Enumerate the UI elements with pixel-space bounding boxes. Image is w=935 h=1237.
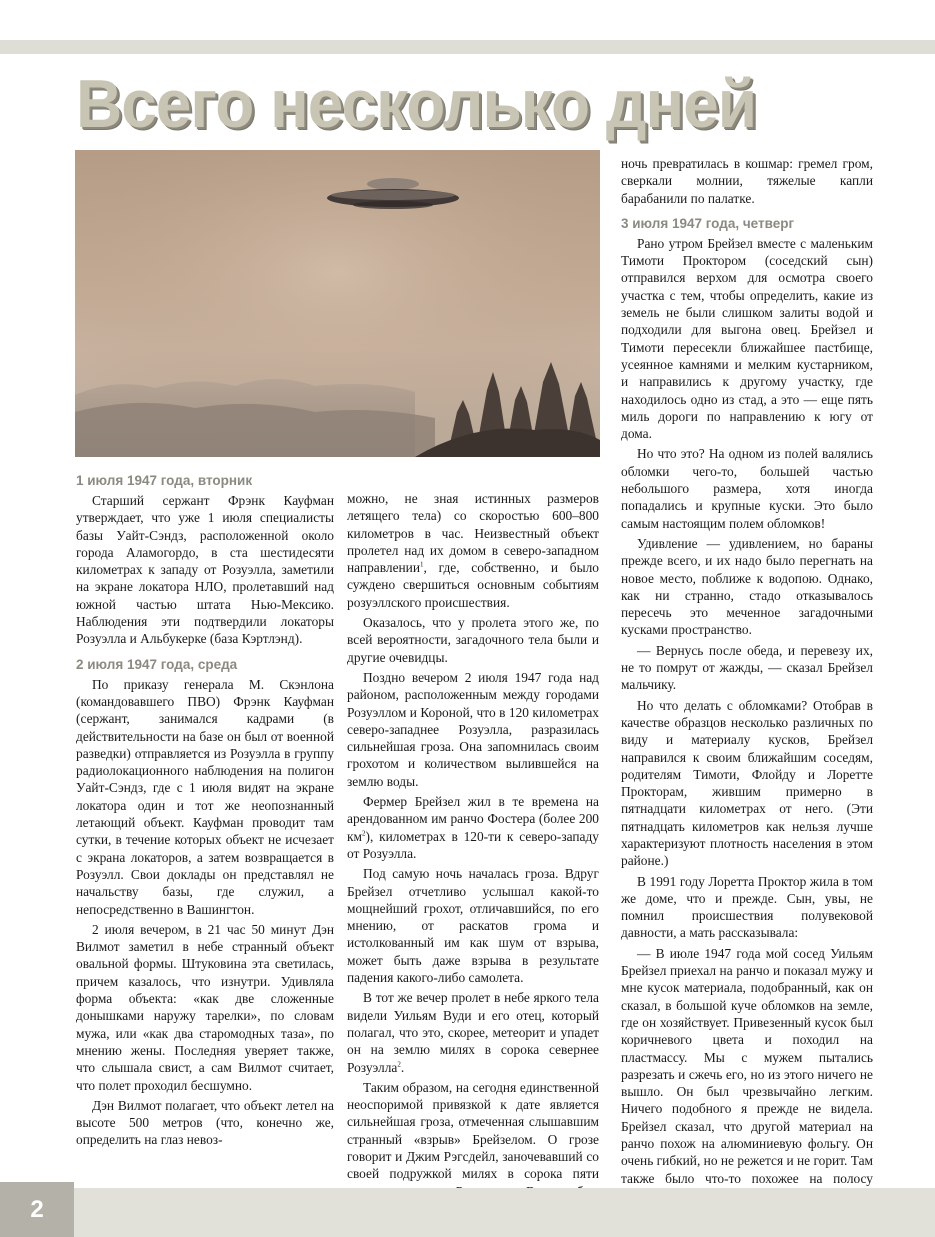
paragraph: Удивление — удивлением, но бараны прежде всего, и их надо было перегнать на новое место, поближе к водопою. Однако, как ни странно, стадо отказывалось пересечь это меченное загадочными кусками пространство. bbox=[621, 535, 873, 638]
paragraph: Под самую ночь началась гроза. Вдруг Брейзел отчетливо услышал какой-то мощнейший грохот, отличавшийся, по его мнению, от раскатов грома и истолкованный им как шум от взрыва, может быть даже взрыва в результате падения какого-либо самолета. bbox=[347, 866, 599, 986]
page-title: Всего несколько дней bbox=[76, 65, 757, 142]
section-heading-jul3: 3 июля 1947 года, четверг bbox=[621, 215, 795, 231]
paragraph: В 1991 году Лоретта Проктор жила в том же доме, что и прежде. Сын, увы, не помнил происшествия полувековой давности, а мать рассказывала: bbox=[621, 873, 873, 941]
paragraph: Рано утром Брейзел вместе с маленьким Тимоти Проктором (соседский сын) отправился верхом для осмотра своего участка с тем, чтобы определить, какие из земель не были слишком залиты водой и подходили для выгона овец. Брейзел и Тимоти пересекли ближайшее пастбище, усеянное камнями и мелким кустарником, и направились к другому участку, где находилось одно из стад, а это — еще пять миль дороги по направлению к югу от дома. bbox=[621, 235, 873, 442]
text-run: . bbox=[400, 1059, 405, 1075]
ufo-photo-illustration bbox=[75, 150, 600, 457]
top-band bbox=[0, 40, 935, 54]
paragraph: 2 июля вечером, в 21 час 50 минут Дэн Вилмот заметил в небе странный объект овальной формы. Штуковина эта светилась, причем казалось, что изнутри. Удивляла форма объекта: «как две сложенные донышками наружу тарелки», по словам мужа, или «как два старомодных таза», по мнению жены. Последняя уверяет также, что слышала свист, а сам Вилмот считает, что полет проходил бесшумно. bbox=[76, 921, 334, 1093]
footnote-ref-1: 1 bbox=[420, 560, 424, 569]
paragraph: Поздно вечером 2 июля 1947 года над районом, расположенным между городами Розуэллом и Короной, что в 120 километрах северо-западнее Розуэлла, разразилась сильнейшая гроза. Она запомнилась своим грохотом и количеством вылившейся на землю воды. bbox=[347, 669, 599, 789]
section-heading-jul1: 1 июля 1947 года, вторник bbox=[76, 473, 253, 488]
paragraph: Таким образом, на сегодня единственной неоспоримой привязкой к дате является сильнейшая гроза, отмеченная слышавшим странный «взрыв» Брейзелом. О грозе говорит и Джим Рэгсдейл, заночевавший со своей подружкой милях в сорока пяти bbox=[347, 1079, 599, 1182]
paragraph: ночь превратилась в кошмар: гремел гром, сверкали молнии, тяжелые капли барабанили по палатке. bbox=[621, 156, 873, 206]
column-1 bbox=[76, 472, 334, 1152]
paragraph: Но что делать с обломками? Отобрав в качестве образцов несколько различных по виду и материалу кусков, Брейзел направился к своим ближайшим соседям, родителям Тимоти, Флойду и Лоретте Прокторам, жившим примерно в пятнадцати километрах от него. (Эти пятнадцать километров как нельзя лучше характеризуют плотность населения в этом районе.) bbox=[621, 697, 873, 869]
paragraph: Старший сержант Фрэнк Кауфман утверждает, что уже 1 июля специалисты базы Уайт-Сэндз, расположенной около города Аламогордо, в ста шестидесяти километрах к западу от Розуэлла, заметили на экране локатора НЛО, пролетавший над южной частью штата Нью-Мексико. Наблюдения эти подтвердили локаторы Розуэлла и Альбукерке (база Кэртлэнд). bbox=[76, 493, 334, 647]
text-run: можно, не зная истинных размеров летящего тела) со скоростью 600–800 километров в час. Неизвестный объект пролетел над их домом в северо-западном направлении bbox=[347, 491, 599, 576]
superscript: 2 bbox=[361, 829, 366, 838]
text-run: Фермер Брейзел жил в те времена на арендованном им ранчо Фостера (более 200 км bbox=[347, 794, 599, 844]
paragraph: — В июле 1947 года мой сосед Уильям Брейзел приехал на ранчо и показал мужу и мне кусок материала, подобранный, как он сказал, в большой куче обломков на земле, где он хозяйствует. Привезенный кусок был коричневого цвета и походил на пластмассу. Мы с мужем пытались разрезать и сжечь его, но из этого ничего не вышло. Он был чрезвычайно легким. Ничего подобного я прежде не видела. Брейзел сказал, что другой материал на ранчо похож на алюминиевую фольгу. Он очень гибкий, но не режется и не горит. Там также было что-то похожее на полосу bbox=[621, 945, 873, 1186]
footer-band bbox=[0, 1188, 935, 1237]
column-2 bbox=[347, 490, 599, 1220]
page-number: 2 bbox=[0, 1182, 74, 1237]
paragraph: Но что это? На одном из полей валялись обломки чего-то, большей частью небольшого размера, хотя иногда попадались и крупные куски. Это было самым настоящим полем обломков! bbox=[621, 446, 873, 531]
ufo-photo bbox=[75, 150, 600, 457]
paragraph bbox=[347, 989, 599, 1075]
footnote-ref-2: 2 bbox=[397, 1060, 401, 1069]
text-run: ), километрах в 120-ти к северо-западу от Розуэлла. bbox=[347, 828, 599, 861]
text-run: В тот же вечер пролет в небе яркого тела видели Уильям Вуди и его отец, который полагал, что это, скорее, метеорит и упадет он на землю милях в сорока севернее Розуэлла bbox=[347, 990, 599, 1075]
paragraph: Дэн Вилмот полагает, что объект летел на высоте 500 метров (что, конечно же, определить на глаз невоз- bbox=[76, 1097, 334, 1148]
paragraph: По приказу генерала М. Скэнлона (командовавшего ПВО) Фрэнк Кауфман (сержант, занимался кадрами (в действительности на базе он был от военной разведки) отправляется из Розуэлла в группу радиолокационного наблюдения на полигон Уайт-Сэндз, где с 1 июля видят на экране локатора один и тот же неопознанный летающий объект. Кауфман проводит там сутки, в течение которых объект не исчезает с экрана локаторов, а затем возвращается в Розуэлл. Свои доклады он представлял не начальству базы, где служил, а непосредственно в Вашингтон. bbox=[76, 676, 334, 917]
section-heading-jul2: 2 июля 1947 года, среда bbox=[76, 656, 238, 672]
paragraph: — Вернусь после обеда, и перевезу их, не то помрут от жажды, — сказал Брейзел мальчику. bbox=[621, 642, 873, 693]
paragraph bbox=[347, 490, 599, 611]
column-3 bbox=[621, 155, 873, 1207]
paragraph: Оказалось, что у пролета этого же, по всей вероятности, загадочного тела были и другие очевидцы. bbox=[347, 615, 599, 665]
paragraph bbox=[347, 793, 599, 862]
text-run: , где, собственно, и было суждено свершиться основным событиям розуэллского происшествия. bbox=[347, 560, 599, 610]
